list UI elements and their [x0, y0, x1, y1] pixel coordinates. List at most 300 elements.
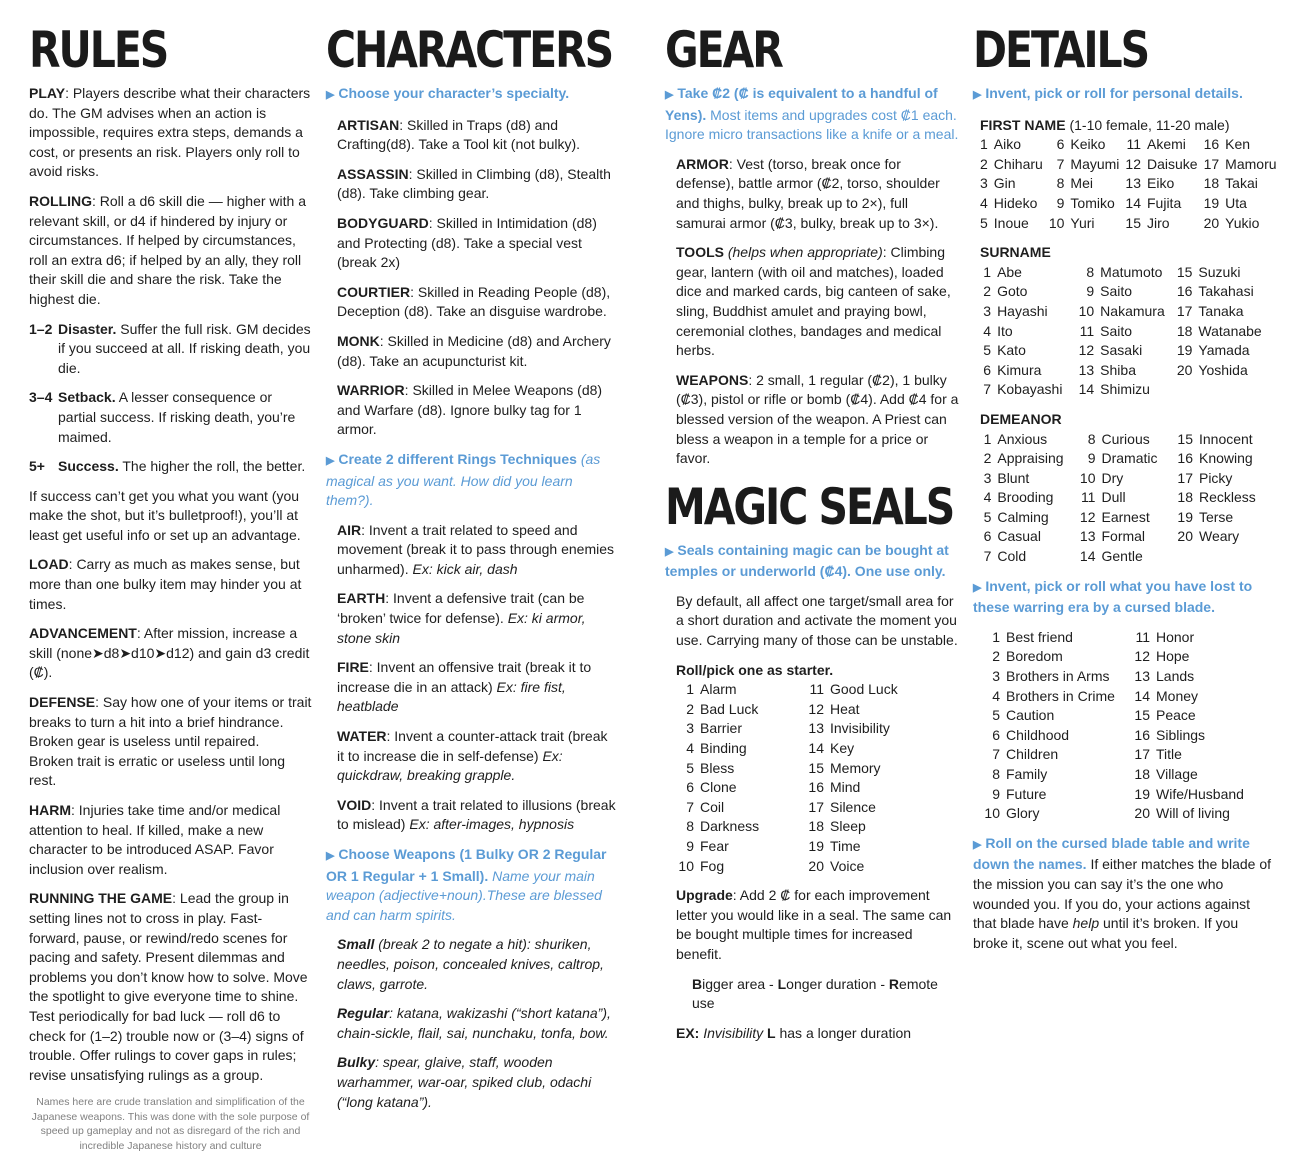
table-number: 12	[1079, 508, 1096, 525]
table-cell: Kimura	[997, 361, 1042, 378]
table-cell: Caution	[1006, 707, 1055, 724]
table-number: 17	[1203, 155, 1220, 172]
table-cell: Dry	[1101, 469, 1124, 486]
table-cell: Brooding	[997, 489, 1054, 506]
lost-row	[984, 667, 1272, 687]
characters-column	[326, 22, 618, 1122]
specialty-item: WARRIOR: Skilled in Melee Weapons (d8) and Warfare (d8). Ignore bulky tag for 1 armor.	[337, 382, 603, 438]
armor-item: ARMOR: Vest (torso, break once for defense), battle armor (₡2, torso, shoulder and thighs, bulky, break up to 2×), full samurai armor (₡3, bulky, break up to 3×).	[676, 155, 940, 231]
lost-table	[984, 628, 1272, 824]
table-cell: Hope	[1156, 648, 1190, 665]
demeanor-row	[980, 449, 1273, 469]
table-number: 8	[1087, 430, 1096, 447]
table-number: 3	[983, 469, 992, 486]
magic-body	[665, 592, 960, 1043]
seal-row	[676, 778, 936, 798]
table-cell: Dramatic	[1101, 450, 1158, 467]
seal-row	[676, 798, 936, 818]
rules-heading: RULES	[29, 21, 168, 79]
triangle-bullet-icon: ▶	[973, 838, 982, 851]
table-number: 12	[1134, 648, 1150, 665]
table-cell: Dull	[1101, 489, 1126, 506]
table-cell: Glory	[1006, 805, 1040, 822]
table-number: 4	[983, 489, 992, 506]
table-cell: Ito	[997, 322, 1013, 339]
table-cell: Curious	[1101, 430, 1150, 447]
table-cell: Family	[1006, 766, 1048, 782]
lost-row	[984, 804, 1272, 824]
weapons-prompt: ▶ Choose Weapons (1 Bulky OR 2 Regular OR 1 Regular + 1 Small). Name your main weapon (adjective+noun).These are blessed and can harm spirits.	[326, 846, 607, 923]
table-cell: Knowing	[1198, 450, 1253, 467]
table-number: 8	[1086, 263, 1095, 280]
table-cell: Shimizu	[1100, 381, 1150, 398]
table-cell: Yuri	[1070, 214, 1095, 231]
table-cell: Fujita	[1147, 194, 1182, 211]
table-cell: Mayumi	[1070, 155, 1120, 172]
upgrade-example: EX: Invisibility L has a longer duration	[676, 1024, 912, 1041]
table-cell: Yoshida	[1198, 361, 1248, 378]
outcome-disaster: 1–2 Disaster. Suffer the full risk. GM decides if you succeed at all. If risking death, you die.	[29, 320, 311, 376]
table-cell: Calming	[997, 508, 1049, 525]
table-number: 11	[1080, 489, 1096, 506]
details-heading: DETAILS	[973, 21, 1149, 79]
lost-row	[984, 745, 1272, 765]
surname-row	[980, 282, 1273, 302]
table-cell: Chiharu	[993, 155, 1043, 172]
table-cell: Mind	[830, 779, 861, 796]
table-cell: Daisuke	[1147, 155, 1198, 172]
table-number: 4	[983, 322, 992, 339]
table-cell: Reckless	[1198, 489, 1256, 506]
table-number: 16	[1134, 726, 1150, 743]
triangle-bullet-icon: ▶	[326, 850, 335, 862]
table-cell: Children	[1006, 746, 1059, 763]
demeanor-row	[980, 547, 1273, 567]
table-number: 2	[686, 700, 694, 717]
table-number: 9	[1086, 283, 1095, 300]
triangle-bullet-icon: ▶	[326, 89, 335, 101]
table-number: 16	[808, 779, 824, 796]
table-number: 13	[1134, 668, 1150, 685]
table-number: 14	[808, 740, 824, 757]
running-rule: RUNNING THE GAME: Lead the group in setting lines not to cross in play. Fast-forward, pause, or rewind/redo scenes for pacing and safety. Present dilemmas and problems you don’t know how to solve. Move the spotlight to give everyone time to shine. Test periodically for bad luck — roll d6 to check for (1–2) trouble now or (3–4) signs of trouble. Offer rulings to cover gaps in rules; revise unsatisfying rulings as a group.	[29, 890, 308, 1083]
rings-prompt: ▶ Create 2 different Rings Techniques (as magical as you want. How did you learn them?).	[326, 450, 601, 509]
table-number: 20	[1177, 528, 1193, 545]
load-rule: LOAD: Carry as much as makes sense, but more than one bulky item may hinder you at times.	[29, 556, 302, 612]
table-cell: Inoue	[993, 214, 1029, 231]
table-cell: Barrier	[700, 720, 743, 737]
triangle-bullet-icon: ▶	[973, 89, 982, 101]
table-number: 8	[992, 766, 1000, 782]
demeanor-row	[980, 488, 1273, 508]
table-number: 11	[1135, 628, 1150, 645]
table-cell: Aiko	[993, 136, 1022, 153]
table-number: 1	[992, 628, 1000, 645]
advancement-rule: ADVANCEMENT: After mission, increase a skill (none➤d8➤d10➤d12) and gain d3 credit (₡).	[29, 625, 310, 681]
first-name-row	[980, 174, 1283, 194]
lost-row	[984, 647, 1272, 667]
table-cell: Weary	[1198, 528, 1240, 545]
table-cell: Goto	[997, 283, 1028, 300]
ring-item: VOID: Invent a trait related to illusions (break to mislead) Ex: after-images, hypnosis	[337, 796, 616, 833]
first-name-row	[980, 155, 1283, 175]
table-number: 5	[686, 759, 694, 776]
table-number: 1	[983, 430, 992, 447]
table-cell: Kobayashi	[997, 381, 1063, 398]
table-cell: Fog	[700, 857, 725, 874]
table-cell: Abe	[997, 263, 1022, 280]
weapons-item: WEAPONS: 2 small, 1 regular (₡2), 1 bulky (₡3), pistol or rifle or bomb (₡4). Add ₡4 for a blessed version of the weapon. A Priest can bless a weapon in a temple for a price or favor.	[676, 371, 959, 467]
table-cell: Takahasi	[1198, 283, 1254, 300]
table-cell: Suzuki	[1198, 263, 1241, 280]
table-cell: Heat	[830, 700, 860, 717]
lost-row	[984, 765, 1272, 785]
table-cell: Good Luck	[830, 681, 898, 698]
table-number: 2	[992, 648, 1000, 665]
table-cell: Coil	[700, 798, 725, 815]
table-number: 14	[1134, 687, 1150, 704]
specialty-item: ARTISAN: Skilled in Traps (d8) and Crafting(d8). Take a Tool kit (not bulky).	[337, 116, 581, 153]
table-cell: Silence	[830, 798, 876, 815]
table-number: 15	[808, 759, 824, 776]
table-cell: Innocent	[1198, 430, 1253, 447]
seal-row	[676, 700, 936, 720]
seal-row	[676, 817, 936, 837]
table-cell: Formal	[1101, 528, 1146, 545]
table-cell: Kato	[997, 342, 1026, 359]
table-cell: Keiko	[1070, 136, 1106, 153]
seal-row	[676, 719, 936, 739]
table-number: 5	[983, 508, 992, 525]
triangle-bullet-icon: ▶	[665, 545, 674, 558]
table-cell: Ken	[1225, 136, 1251, 153]
table-number	[1174, 547, 1199, 567]
table-cell: Uta	[1225, 194, 1247, 211]
table-cell: Sasaki	[1100, 342, 1143, 359]
specialty-list	[326, 116, 618, 440]
table-number: 20	[808, 857, 824, 874]
table-number: 17	[1176, 302, 1193, 319]
weapon-type-item: Bulky: spear, glaive, staff, wooden warhammer, war-oar, spiked club, odachi (“long katana”).	[337, 1054, 592, 1110]
table-number: 1	[686, 681, 694, 698]
table-cell: Blunt	[997, 469, 1030, 486]
table-number: 18	[1203, 175, 1220, 192]
table-cell: Money	[1156, 687, 1199, 704]
table-number: 14	[1125, 194, 1141, 211]
table-number: 9	[992, 785, 1000, 802]
table-cell: Brothers in Crime	[1006, 687, 1115, 704]
ring-item: FIRE: Invent an offensive trait (break it to increase die in an attack) Ex: fire fist, heatblade	[337, 659, 592, 715]
specialty-item: BODYGUARD: Skilled in Intimidation (d8) and Protecting (d8). Take a special vest (break 2x)	[337, 214, 597, 271]
table-number: 14	[1078, 381, 1095, 398]
surname-row	[980, 322, 1273, 342]
specialty-prompt: ▶ Choose your character’s specialty.	[326, 85, 570, 101]
upgrade-options: Bigger area - Longer duration - Remote use	[692, 975, 938, 1012]
table-number: 20	[1176, 361, 1193, 378]
surname-row	[980, 361, 1273, 381]
surname-row	[980, 380, 1273, 400]
table-number: 19	[808, 838, 824, 854]
weapon-type-item: Regular: katana, wakizashi (“short katana”), chain-sickle, flail, sai, nunchaku, tonfa, bow.	[337, 1005, 611, 1041]
table-number: 13	[808, 720, 824, 737]
table-number: 19	[1134, 785, 1150, 802]
table-cell: Yamada	[1198, 342, 1250, 359]
table-number: 10	[984, 805, 1000, 822]
specialty-item: ASSASSIN: Skilled in Climbing (d8), Stealth (d8). Take climbing gear.	[337, 165, 611, 202]
table-cell: Anxious	[997, 430, 1048, 447]
table-number: 15	[1176, 263, 1193, 280]
table-number: 7	[1056, 155, 1065, 172]
table-number: 16	[1203, 136, 1220, 153]
table-cell: Watanabe	[1198, 322, 1262, 339]
table-cell: Picky	[1198, 469, 1233, 486]
table-cell: Clone	[700, 779, 737, 796]
magic-seals-heading: MAGIC SEALS	[665, 477, 954, 536]
specialty-item: COURTIER: Skilled in Reading People (d8), Deception (d8). Take an disguise wardrobe.	[337, 283, 611, 320]
table-number: 7	[983, 381, 992, 398]
table-number: 5	[992, 707, 1000, 724]
table-cell: Cold	[997, 548, 1027, 565]
table-cell: Gentle	[1101, 548, 1143, 565]
table-number: 10	[1079, 469, 1096, 486]
surname-row	[980, 263, 1273, 283]
rules-column	[29, 22, 312, 1153]
seal-row	[676, 739, 936, 759]
table-number: 6	[686, 779, 694, 796]
table-number: 16	[1176, 283, 1193, 300]
table-number: 9	[686, 838, 694, 854]
table-cell: Key	[830, 740, 855, 757]
details-prompt: ▶ Invent, pick or roll for personal details.	[973, 85, 1243, 101]
tools-item: TOOLS (helps when appropriate): Climbing gear, lantern (with oil and matches), loaded dice and marked cards, big canteen of sake, sling, Buddhist amulet and praying bowl, ceremonial clothes, bandages and medical herbs.	[676, 244, 951, 359]
demeanor-row	[980, 527, 1273, 547]
table-cell	[1199, 547, 1273, 567]
table-cell: Bless	[700, 759, 735, 776]
first-name-table	[980, 135, 1283, 233]
table-cell: Boredom	[1006, 648, 1063, 665]
table-number: 2	[983, 283, 992, 300]
demeanor-label: DEMEANOR	[980, 410, 1062, 427]
table-number: 8	[686, 818, 694, 835]
table-number: 12	[1078, 342, 1095, 359]
defense-rule: DEFENSE: Say how one of your items or trait breaks to turn a hit into a brief hindrance. Broken gear is useless until repaired. Broken trait is erratic or useless until long rest.	[29, 694, 312, 789]
table-cell: Peace	[1156, 707, 1196, 724]
roll-title: Roll/pick one as starter.	[676, 661, 834, 678]
table-number: 9	[1056, 194, 1065, 211]
table-cell: Saito	[1100, 283, 1133, 300]
seal-row	[676, 759, 936, 779]
table-number: 3	[686, 720, 694, 737]
rings-list	[326, 521, 618, 835]
success-note: If success can’t get you what you want (you make the shot, but it’s bulletproof!), you’ll at least get useful info or set up an advantage.	[29, 487, 301, 543]
table-cell: Nakamura	[1100, 302, 1165, 319]
table-cell	[1198, 380, 1273, 400]
lost-row	[984, 687, 1272, 707]
table-cell: Fear	[700, 838, 729, 854]
table-cell: Village	[1156, 766, 1198, 782]
table-number: 6	[1056, 136, 1065, 153]
table-number: 19	[1203, 194, 1220, 211]
table-cell: Memory	[830, 759, 881, 776]
table-cell: Akemi	[1147, 136, 1186, 153]
lost-row	[984, 628, 1272, 648]
table-cell: Honor	[1156, 628, 1195, 645]
table-number: 1	[980, 136, 988, 153]
table-cell: Mei	[1070, 175, 1093, 192]
table-number: 13	[1078, 361, 1095, 378]
table-number: 19	[1176, 342, 1193, 359]
table-number: 7	[983, 548, 992, 565]
table-number: 4	[980, 194, 988, 211]
table-cell: Matumoto	[1100, 263, 1163, 280]
table-cell: Will of living	[1156, 805, 1230, 822]
table-number: 1	[983, 263, 992, 280]
table-cell: Wife/Husband	[1156, 785, 1244, 802]
table-number: 20	[1203, 214, 1220, 231]
surname-table	[980, 263, 1273, 400]
table-number: 4	[992, 687, 1000, 704]
outcome-success: 5+ Success. The higher the roll, the better.	[29, 458, 306, 475]
seal-table	[676, 680, 936, 876]
table-number: 9	[1087, 450, 1096, 467]
table-cell: Saito	[1100, 322, 1133, 339]
triangle-bullet-icon: ▶	[973, 581, 982, 594]
table-cell: Alarm	[700, 681, 737, 698]
table-number: 13	[1125, 175, 1141, 192]
surname-row	[980, 341, 1273, 361]
lost-prompt: ▶ Invent, pick or roll what you have lost to these warring era by a cursed blade.	[973, 577, 1253, 616]
table-cell: Mamoru	[1225, 155, 1277, 172]
table-cell: Lands	[1156, 668, 1195, 685]
gear-list	[665, 155, 960, 469]
table-number: 17	[808, 798, 824, 815]
table-number: 19	[1177, 508, 1193, 525]
table-number: 10	[1048, 214, 1065, 231]
gear-heading: GEAR	[665, 21, 782, 79]
table-number: 15	[1177, 430, 1193, 447]
table-cell: Shiba	[1100, 361, 1136, 378]
table-number: 15	[1134, 707, 1150, 724]
table-cell: Terse	[1198, 508, 1234, 525]
cursed-blade-rule: ▶ Roll on the cursed blade table and write down the names. If either matches the blade of the mission you can say it’s the one who wounded you. If you do, your actions against that blade have help until it’s broken. If you broke it, scene out what you feel.	[973, 834, 1272, 951]
table-cell: Jiro	[1147, 214, 1170, 231]
weapon-type-list	[326, 935, 618, 1112]
first-name-row	[980, 214, 1283, 234]
table-number: 5	[983, 342, 992, 359]
harm-rule: HARM: Injuries take time and/or medical attention to heal. If killed, make a new character to be introduced ASAP. Favor inclusion over realism.	[29, 802, 281, 877]
details-column	[973, 21, 1277, 963]
demeanor-row	[980, 430, 1273, 450]
table-number: 18	[808, 818, 824, 835]
gear-column	[665, 22, 960, 1053]
table-cell: Takai	[1225, 175, 1258, 192]
table-number: 12	[808, 700, 824, 717]
table-number: 7	[686, 798, 694, 815]
table-cell: Binding	[700, 740, 747, 757]
first-name-label: FIRST NAME (1-10 female, 11-20 male)	[980, 116, 1230, 133]
table-cell: Invisibility	[830, 720, 890, 737]
table-number: 17	[1134, 746, 1150, 763]
lost-row	[984, 706, 1272, 726]
table-cell: Future	[1006, 785, 1047, 802]
table-cell: Casual	[997, 528, 1041, 545]
table-cell: Hideko	[993, 194, 1038, 211]
table-cell: Childhood	[1006, 726, 1070, 743]
table-number: 16	[1177, 450, 1193, 467]
table-number: 7	[992, 746, 1000, 763]
weapon-type-item: Small (break 2 to negate a hit): shuriken, needles, poison, concealed knives, caltrop, claws, garrote.	[337, 936, 604, 992]
table-cell: Bad Luck	[700, 700, 759, 717]
table-number: 3	[980, 175, 988, 192]
triangle-bullet-icon: ▶	[326, 454, 335, 467]
gear-intro: ▶ Take ₡2 (₡ is equivalent to a handful of Yens). Most items and upgrades cost ₡1 each. Ignore micro transactions like a knife or a meal.	[665, 85, 959, 143]
table-number: 14	[1079, 548, 1096, 565]
table-cell: Yukio	[1225, 214, 1260, 231]
demeanor-row	[980, 469, 1273, 489]
first-name-row	[980, 194, 1283, 214]
lost-row	[984, 726, 1272, 746]
table-number: 11	[1079, 322, 1095, 339]
table-number: 2	[980, 155, 988, 172]
table-number: 18	[1177, 489, 1193, 506]
table-number: 10	[1078, 302, 1095, 319]
ring-item: EARTH: Invent a defensive trait (can be ‘broken’ twice for defense). Ex: ki armor, stone skin	[337, 590, 586, 646]
lost-row	[984, 785, 1272, 805]
table-cell: Appraising	[997, 450, 1064, 467]
ring-item: WATER: Invent a counter-attack trait (break it to increase die in self-defense) Ex: quickdraw, breaking grapple.	[337, 728, 608, 784]
seal-row	[676, 680, 936, 700]
table-cell: Gin	[993, 175, 1016, 192]
table-number: 6	[983, 361, 992, 378]
outcome-setback: 3–4 Setback. A lesser consequence or partial success. If risking death, you’re maimed.	[29, 389, 296, 445]
table-cell: Brothers in Arms	[1006, 668, 1110, 685]
characters-heading: CHARACTERS	[326, 21, 613, 79]
table-number: 11	[809, 681, 824, 698]
table-number: 4	[686, 740, 694, 757]
surname-row	[980, 302, 1273, 322]
table-number: 3	[983, 302, 992, 319]
table-cell: Hayashi	[997, 302, 1048, 319]
upgrade-rule: Upgrade: Add 2 ₡ for each improvement letter you would like in a seal. The same can be bought multiple times for increased benefit.	[676, 887, 952, 962]
table-number: 8	[1056, 175, 1065, 192]
first-name-row	[980, 135, 1283, 155]
play-rule: PLAY: Players describe what their characters do. The GM advises when an action is impossible, requires extra steps, demands a cost, or presents an risk. Players only roll to avoid risks.	[29, 85, 311, 180]
table-cell: Darkness	[700, 818, 760, 835]
table-number: 6	[992, 726, 1000, 743]
table-number: 5	[980, 214, 988, 231]
table-cell: Tomiko	[1070, 194, 1115, 211]
specialty-item: MONK: Skilled in Medicine (d8) and Archery (d8). Take an acupuncturist kit.	[337, 332, 611, 369]
surname-label: SURNAME	[980, 244, 1051, 261]
table-number	[1173, 380, 1198, 400]
table-cell: Voice	[830, 857, 865, 874]
table-cell: Time	[830, 838, 861, 854]
table-cell: Earnest	[1101, 508, 1150, 525]
table-number: 3	[992, 668, 1000, 685]
table-number: 2	[983, 450, 992, 467]
table-number: 13	[1079, 528, 1096, 545]
table-number: 6	[983, 528, 992, 545]
table-cell: Title	[1156, 746, 1182, 763]
table-number: 17	[1177, 469, 1193, 486]
ring-item: AIR: Invent a trait related to speed and movement (break it to pass through enemies unharmed). Ex: kick air, dash	[337, 521, 615, 577]
footnote: Names here are crude translation and simplification of the Japanese weapons. This was done with the sole purpose of speed up gameplay and not as disregard of the rich and incredible Japanese history and culture	[31, 1096, 310, 1152]
demeanor-table	[980, 430, 1273, 567]
table-cell: Sleep	[830, 818, 866, 835]
table-number: 15	[1125, 214, 1141, 231]
table-number: 11	[1126, 136, 1141, 153]
seal-row	[676, 837, 936, 857]
